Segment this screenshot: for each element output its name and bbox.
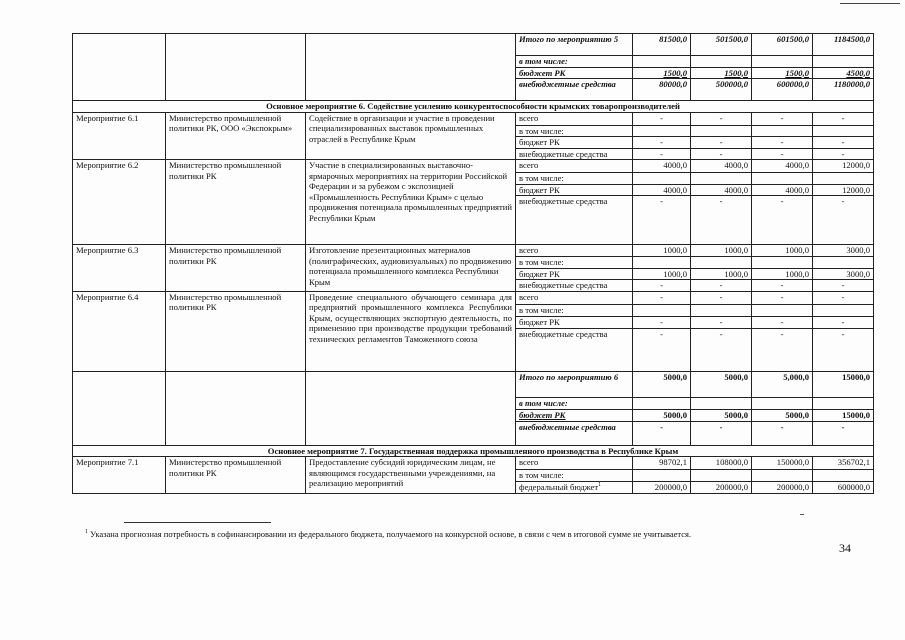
amount: 150000,0 <box>752 457 813 470</box>
section7-row <box>73 445 874 457</box>
empty-cell <box>306 34 516 101</box>
section6-heading: Основное мероприятие 6. Содействие усилению конкурентоспособности крымских товаропроизводителей <box>73 101 874 113</box>
amount: - <box>691 280 752 292</box>
footnote-text: Указана прогнозная потребность в софинансировании из федерального бюджета, получаемого на конкурсной основе, в связи с чем в итоговой сумме не учитывается. <box>90 529 692 539</box>
measure-description: Участие в специализированных выставочно-ярмарочных мероприятиях на территории Российской Федерации и за рубежом с экспозицией «Промышленность Республики Крым» с целью продвижения потенциала промышленных предприятий Республики Крым <box>306 160 516 245</box>
row-label-budget: бюджет РК <box>516 137 633 149</box>
amount: 4000,0 <box>691 184 752 196</box>
row-label-all: всего <box>516 112 633 125</box>
totals6-value: 5000,0 <box>691 371 752 397</box>
measure-6-3-row <box>73 245 874 257</box>
totals5-budget-value: 4500,0 <box>813 67 874 79</box>
empty-cell <box>73 34 166 101</box>
measure-name: Мероприятие 6.1 <box>73 112 166 160</box>
page-number: 34 <box>839 541 851 555</box>
amount: - <box>691 137 752 149</box>
amount: 600000,0 <box>813 481 874 493</box>
amount: - <box>813 316 874 328</box>
amount: 356702,1 <box>813 457 874 470</box>
amount: - <box>752 316 813 328</box>
totals6-budget-label: бюджет РК <box>516 409 633 421</box>
row-label-offbudget: внебюджетные средства <box>516 196 633 245</box>
amount: 1000,0 <box>691 245 752 257</box>
amount: 4000,0 <box>752 184 813 196</box>
totals6-offbudget-value: - <box>752 421 813 445</box>
amount: - <box>813 291 874 304</box>
amount: 4000,0 <box>752 160 813 173</box>
amount: 3000,0 <box>813 245 874 257</box>
measure-description: Проведение специального обучающего семинара для предприятий промышленного комплекса Республики Крым, осуществляющих экспортную деятельность, по применению при производстве продукции требований технических регламентов Таможенного союза <box>306 291 516 371</box>
budget-table-page <box>72 33 874 494</box>
measure-executor: Министерство промышленной политики РК <box>166 291 306 371</box>
amount: - <box>752 291 813 304</box>
top-edge-line <box>840 3 900 4</box>
totals5-offbudget-value: 500000,0 <box>691 79 752 101</box>
amount: 200000,0 <box>633 481 691 493</box>
measure-7-1-row <box>73 457 874 470</box>
row-label-inthat: в том числе: <box>516 257 633 269</box>
measure-executor: Министерство промышленной политики РК <box>166 245 306 292</box>
footnote <box>85 529 691 539</box>
row-label-budget: бюджет РК <box>516 268 633 280</box>
amount: - <box>633 196 691 245</box>
row-label-inthat: в том числе: <box>516 125 633 137</box>
row-label-federal: федеральный бюджет$^1$ <box>516 481 633 493</box>
totals6-offbudget-label: внебюджетные средства <box>516 421 633 445</box>
mark-line <box>800 514 804 515</box>
row-label-offbudget: внебюджетные средства <box>516 280 633 292</box>
measure-executor: Министерство промышленной политики РК, ООО «Экспокрым» <box>166 112 306 160</box>
totals6-value: 5,000,0 <box>752 371 813 397</box>
amount: - <box>813 137 874 149</box>
amount: 200000,0 <box>752 481 813 493</box>
totals6-row <box>73 371 874 397</box>
totals6-offbudget-value: - <box>633 421 691 445</box>
totals6-inthat-label: в том числе: <box>516 397 633 409</box>
totals5-value: 501500,0 <box>691 34 752 56</box>
measure-executor: Министерство промышленной политики РК <box>166 160 306 245</box>
amount: 1000,0 <box>633 268 691 280</box>
totals5-offbudget-label: внебюджетные средства <box>516 79 633 101</box>
totals6-offbudget-value: - <box>813 421 874 445</box>
measure-name: Мероприятие 6.3 <box>73 245 166 292</box>
amount: - <box>691 112 752 125</box>
measure-name: Мероприятие 6.4 <box>73 291 166 371</box>
amount: - <box>813 280 874 292</box>
measure-6-1-row <box>73 112 874 125</box>
amount: 1000,0 <box>633 245 691 257</box>
amount: - <box>633 291 691 304</box>
amount: - <box>752 148 813 160</box>
budget-table <box>72 33 874 494</box>
totals5-budget-value: 1500,0 <box>752 67 813 79</box>
amount: - <box>752 137 813 149</box>
row-label-all: всего <box>516 245 633 257</box>
totals5-offbudget-value: 600000,0 <box>752 79 813 101</box>
measure-description: Содействие в организации и участие в проведении специализированных выставок промышленных отраслей в Республике Крым <box>306 112 516 160</box>
amount: - <box>752 280 813 292</box>
amount: 12000,0 <box>813 184 874 196</box>
totals6-budget-value: 5000,0 <box>752 409 813 421</box>
totals5-offbudget-value: 80000,0 <box>633 79 691 101</box>
totals5-inthat-label: в том числе: <box>516 56 633 68</box>
footnote-ref: 1 <box>598 481 602 488</box>
totals6-value: 15000,0 <box>813 371 874 397</box>
totals6-budget-value: 5000,0 <box>633 409 691 421</box>
section6-row <box>73 101 874 113</box>
measure-executor: Министерство промышленной политики РК <box>166 457 306 494</box>
amount: - <box>813 112 874 125</box>
amount: - <box>813 196 874 245</box>
measure-description: Предоставление субсидий юридическим лицам, не являющимся государственными учреждениями, на реализацию мероприятий <box>306 457 516 494</box>
totals5-budget-label: бюджет РК <box>516 67 633 79</box>
amount: 1000,0 <box>752 268 813 280</box>
totals5-budget-value: 1500,0 <box>633 67 691 79</box>
section7-heading: Основное мероприятие 7. Государственная поддержка промышленного производства в Республике Крым <box>73 445 874 457</box>
amount: - <box>633 137 691 149</box>
footnote-mark: 1 <box>85 529 88 536</box>
row-label-all: всего <box>516 160 633 173</box>
amount: - <box>752 196 813 245</box>
measure-name: Мероприятие 6.2 <box>73 160 166 245</box>
amount: 98702,1 <box>633 457 691 470</box>
empty-cell <box>166 34 306 101</box>
amount: - <box>691 316 752 328</box>
row-label-all: всего <box>516 291 633 304</box>
totals5-value: 1184500,0 <box>813 34 874 56</box>
totals6-label: Итого по мероприятию 6 <box>516 371 633 397</box>
row-label-offbudget: внебюджетные средства <box>516 148 633 160</box>
totals6-budget-value: 15000,0 <box>813 409 874 421</box>
amount: - <box>633 328 691 371</box>
measure-description: Изготовление презентационных материалов (полиграфических, аудиовизуальных) по продвижению потенциала промышленного комплекса Республики Крым <box>306 245 516 292</box>
row-label-all: всего <box>516 457 633 470</box>
totals5-value: 81500,0 <box>633 34 691 56</box>
amount: - <box>633 112 691 125</box>
amount: - <box>752 112 813 125</box>
amount: 4000,0 <box>633 160 691 173</box>
totals5-label: Итого по мероприятию 5 <box>516 34 633 56</box>
amount: 1000,0 <box>691 268 752 280</box>
footnote-rule <box>124 522 271 523</box>
amount: 3000,0 <box>813 268 874 280</box>
measure-6-4-row <box>73 291 874 304</box>
row-label-budget: бюджет РК <box>516 316 633 328</box>
amount: 4000,0 <box>633 184 691 196</box>
row-label-offbudget: внебюджетные средства <box>516 328 633 371</box>
amount: - <box>633 316 691 328</box>
amount: - <box>633 280 691 292</box>
amount: 200000,0 <box>691 481 752 493</box>
amount: 4000,0 <box>691 160 752 173</box>
row-label-inthat: в том числе: <box>516 470 633 482</box>
totals6-offbudget-value: - <box>691 421 752 445</box>
amount: - <box>813 148 874 160</box>
amount: - <box>752 328 813 371</box>
totals5-offbudget-value: 1180000,0 <box>813 79 874 101</box>
totals6-budget-value: 5000,0 <box>691 409 752 421</box>
measure-name: Мероприятие 7.1 <box>73 457 166 494</box>
amount: - <box>691 196 752 245</box>
amount: - <box>691 328 752 371</box>
amount: - <box>813 328 874 371</box>
row-label-budget: бюджет РК <box>516 184 633 196</box>
amount: 1000,0 <box>752 245 813 257</box>
amount: - <box>691 148 752 160</box>
amount: - <box>691 291 752 304</box>
totals5-value: 601500,0 <box>752 34 813 56</box>
amount: 108000,0 <box>691 457 752 470</box>
row-label-inthat: в том числе: <box>516 304 633 316</box>
measure-6-2-row <box>73 160 874 173</box>
row-label-inthat: в том числе: <box>516 173 633 185</box>
totals5-row <box>73 34 874 56</box>
amount: 12000,0 <box>813 160 874 173</box>
totals5-budget-value: 1500,0 <box>691 67 752 79</box>
amount: - <box>633 148 691 160</box>
totals6-value: 5000,0 <box>633 371 691 397</box>
